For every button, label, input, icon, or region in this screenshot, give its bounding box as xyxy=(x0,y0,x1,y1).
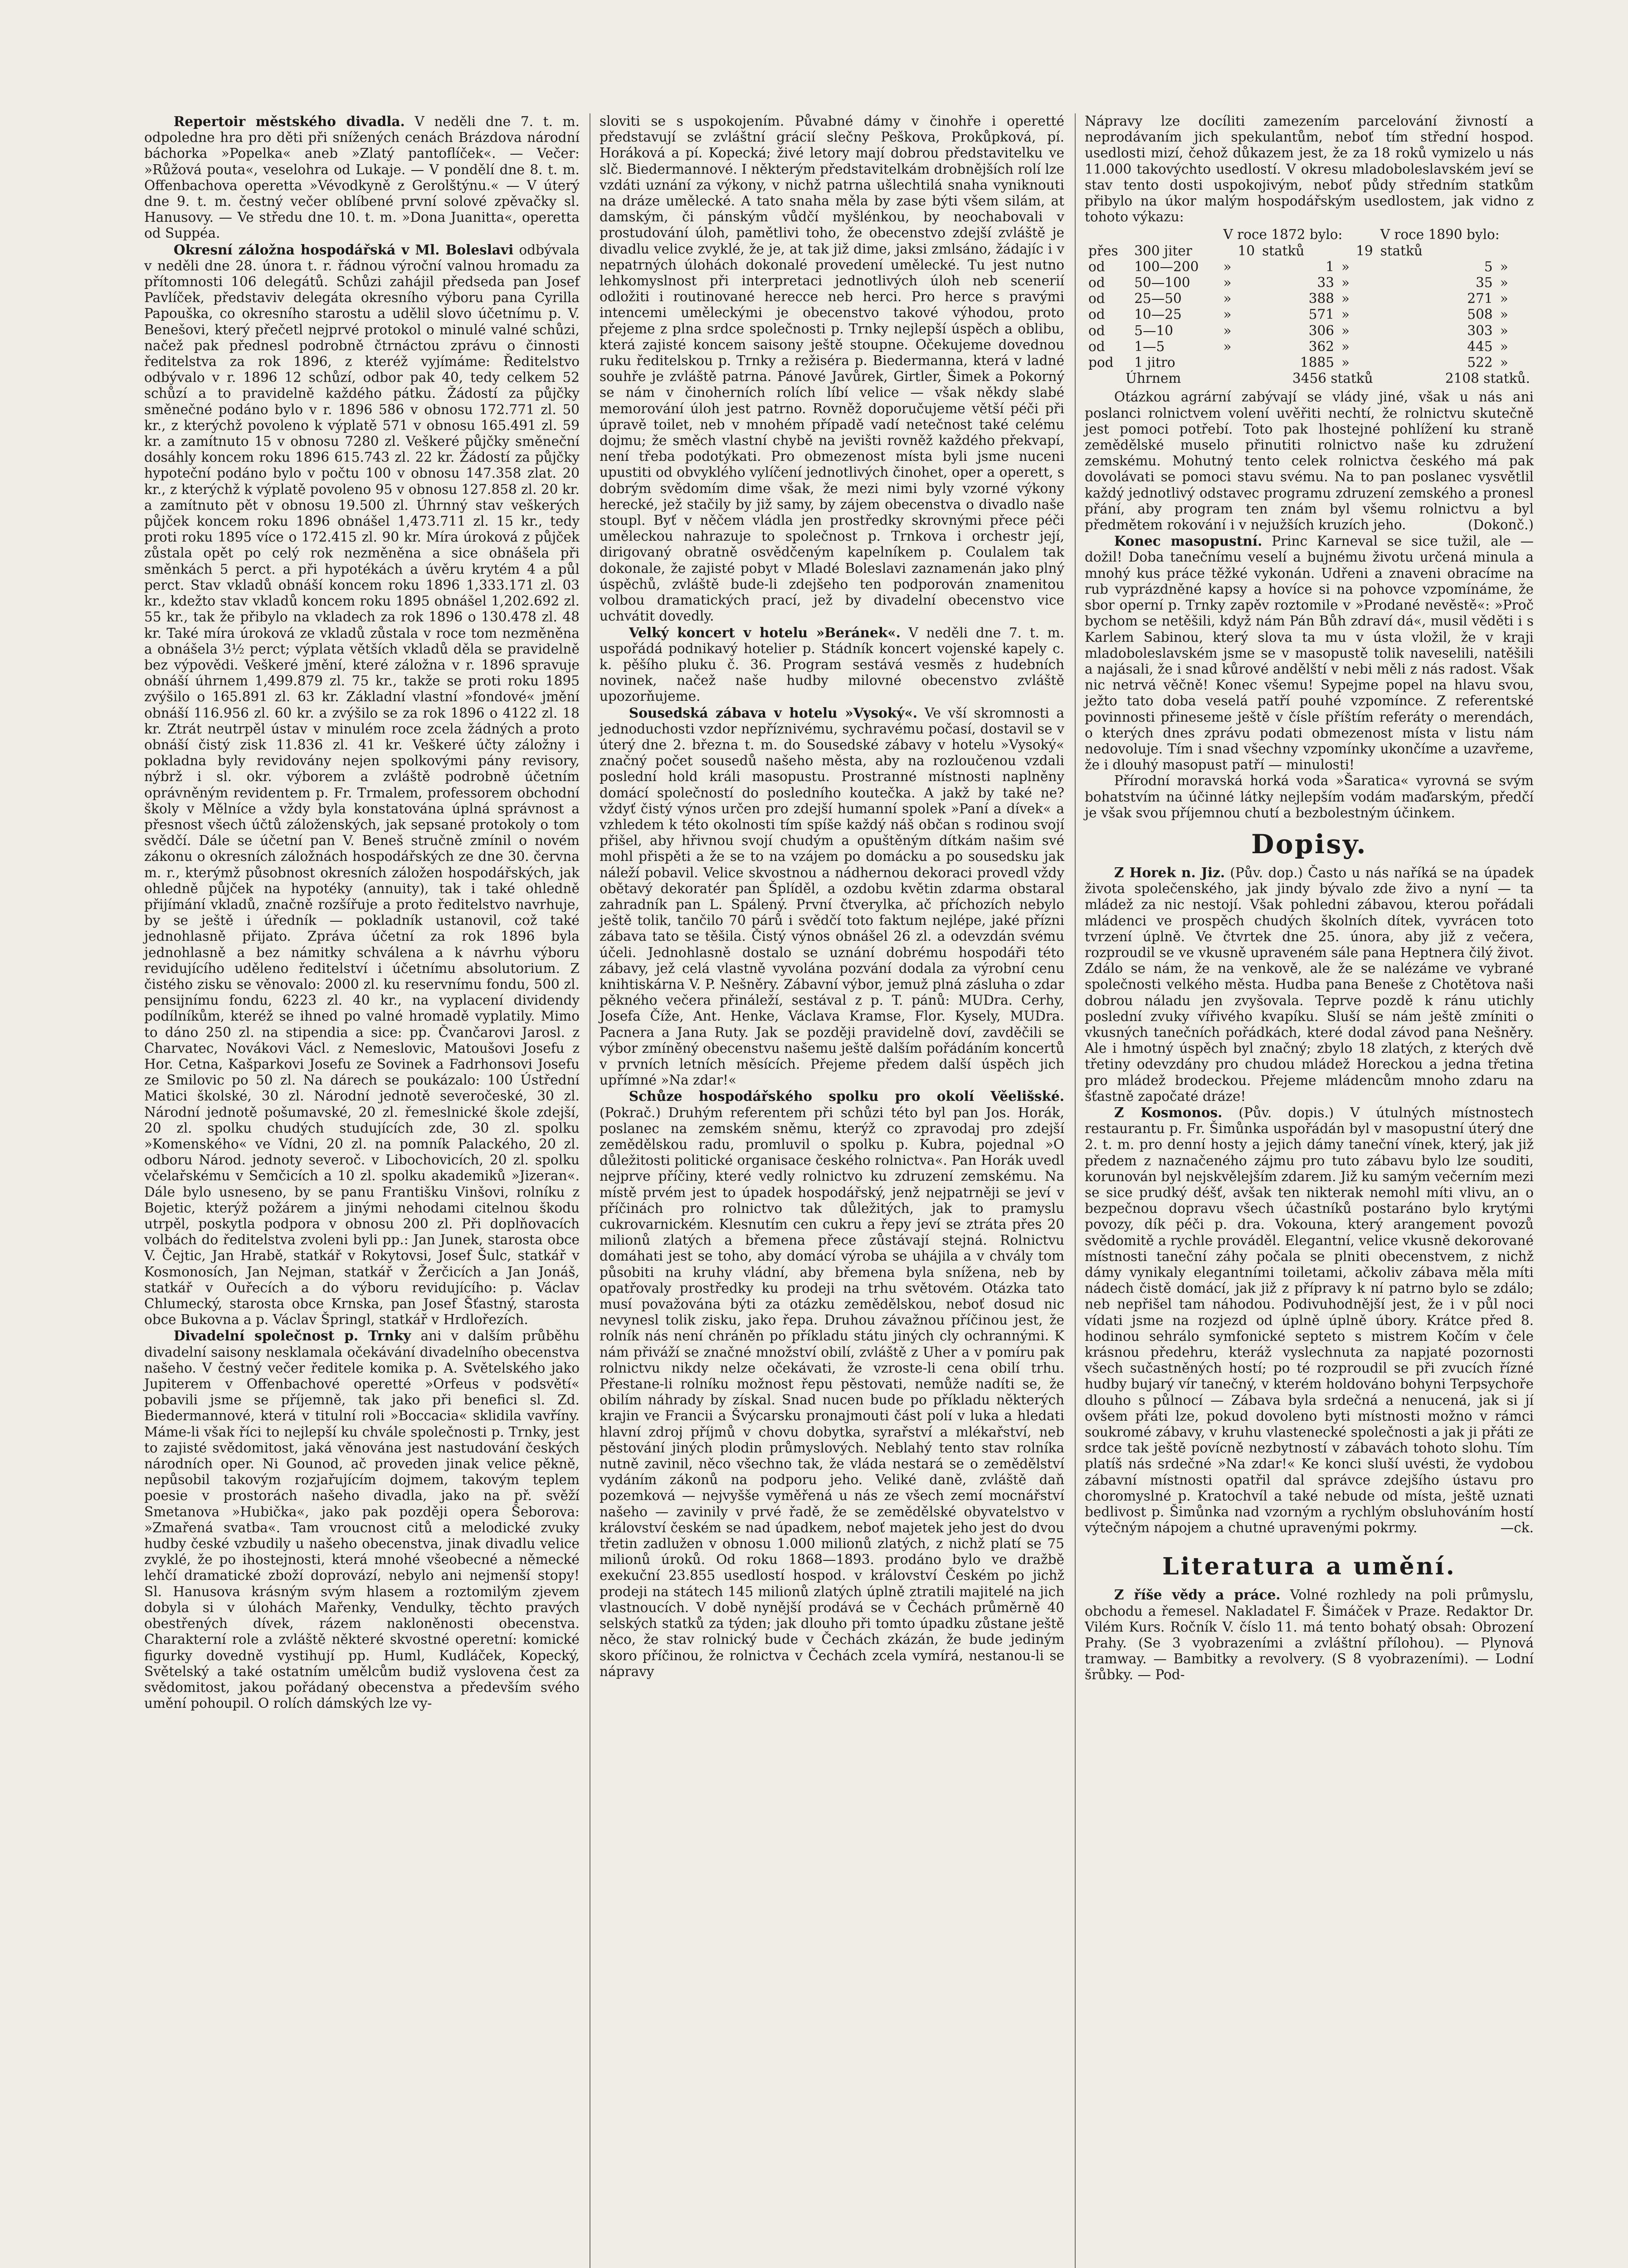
section-title-dopisy: Dopisy. xyxy=(1251,828,1367,860)
article-sousedska-zabava xyxy=(600,705,1064,1089)
table-cell: » xyxy=(1500,355,1508,371)
table-cell: » xyxy=(1500,275,1508,291)
advertisement-saratica xyxy=(1085,773,1534,821)
table-cell: » xyxy=(1500,307,1508,323)
table-cell: » xyxy=(1341,307,1350,323)
table-cell: 35 xyxy=(1476,275,1493,291)
article-body: V neděli dne 7. t. m. uspořádá podnikavý hotelier p. Stádník koncert vojenské kapely c. k. pěšího pluku č. 36. Program sestává vesměs z hudebních novinek, načež naše hudby milovné obecenstvo zvláště upozorňujeme. xyxy=(600,625,1064,704)
table-cell: od xyxy=(1088,307,1105,323)
article-signature: —ck. xyxy=(1500,1520,1534,1536)
table-cell: 1 xyxy=(1326,259,1334,274)
table-cell: » xyxy=(1341,323,1350,338)
section-title-literatura: Literatura a umění. xyxy=(1162,1553,1456,1581)
article-heading: Velký koncert v hotelu »Beránek«. xyxy=(629,624,901,640)
table-row xyxy=(1085,307,1534,323)
table-header-cell xyxy=(1085,227,1219,243)
table-cell: statků xyxy=(1262,243,1305,259)
table-header-cell: V roce 1890 bylo: xyxy=(1380,227,1500,243)
article-body: ani v dalším průběhu divadelní saisony nesklamala očekávání divadelního obecenstva našeho. V čestný večer ředitele komika p. A. Světelského jako Jupiterem v Offenbachové operetté »Orfeus v podsvětí« pobavili jsme se příjemně, tak jako při benefici sl. Zd. Biedermannové, která v titulní roli »Boccacia« sklidila vavříny. Máme-li však říci to nejlepší ku chvále společnosti p. Trnky, jest to zajisté svědomitost, jaká věnována jest nastudování českých národních oper. Ni Gounod, ač proveden jinak velice pěkně, nepůsobil takovým rozjařujícím dojmem, takovým teplem poesie v prostorách našeho divadla, jako na př. svěží Smetanova »Hubička«, jako pak později opera Šeborova: »Zmařená svatba«. Tam vroucnost citů a melodické zvuky hudby české vzbudily u našeho obecenstva, jinak divadlu velice zvyklé, že po ihostejnosti, která mnohé všeobecné a německé lehčí dramatické zboží doprovází, nebylo ani nejmenší stopy! Sl. Hanusova krásným svým hlasem a roztomilým zjevem dobyla si v úlohách Mařenky, Vendulky, těchto pravých obestřených dívek, rázem nakloněnosti obecenstva. Charakterní role a zvláště některé skvostné operetní: komické figurky dovedně vystihují pp. Huml, Kudláček, Kopecký, Světelský a také ostatním umělcům budiž vyslovena čest za svědomitost, jakou pořádaný obecenstva a především svého umění pohoupil. O rolích dámských lze vy- xyxy=(144,1328,580,1711)
table-cell: od xyxy=(1088,323,1105,338)
article-body: V neděli dne 7. t. m. odpoledne hra pro děti při snížených cenách Brázdova národní báchorka »Popelka« aneb »Zlatý pantoflíček«. — Večer: »Růžová pouta«, veselohra od Lukaje. — V pondělí dne 8. t. m. Offenbachova operetta »Vévodkyně z Gerolštýnu.« — V úterý dne 9. t. m. čestný večer oblíbené první solové zpěvačky sl. Hanusovy. — Ve středu dne 10. t. m. »Dona Juanitta«, operetta od Suppéa. xyxy=(144,114,580,241)
table-cell: od xyxy=(1088,259,1105,274)
article-heading: Repertoir městského divadla. xyxy=(173,113,405,129)
article-heading: Divadelní společnost p. Trnky xyxy=(173,1328,411,1344)
table-row xyxy=(1085,355,1534,371)
table-cell: » xyxy=(1223,259,1232,274)
article-body-continued xyxy=(1085,389,1534,533)
table-cell: » xyxy=(1341,275,1350,291)
column-divider xyxy=(1075,113,1076,2268)
table-cell: 3456 statků xyxy=(1292,371,1373,386)
table-cell: pod xyxy=(1088,355,1114,371)
table-cell: » xyxy=(1500,323,1508,338)
table-cell: 300 jiter xyxy=(1134,243,1192,259)
article-heading: Z Kosmonos. xyxy=(1114,1104,1223,1120)
table-header-row xyxy=(1085,227,1534,243)
estates-statistics-table xyxy=(1085,227,1534,386)
table-cell: 571 xyxy=(1308,307,1334,323)
article-end-note: (Dokonč.) xyxy=(1468,517,1534,533)
table-cell: přes xyxy=(1088,243,1118,259)
article-body: Přírodní moravská horká voda »Šaratica« vyrovná se svým bohatstvím na účinné látky nejlepším vodám maďarským, předčí je však svou příjemnou chutí a bezbolestným účinkem. xyxy=(1085,773,1534,821)
article-heading: Konec masopustní. xyxy=(1114,533,1262,549)
table-cell: 33 xyxy=(1317,275,1334,291)
article-hospodarsky-spolek xyxy=(600,1088,1064,1680)
article-body: odbývala v neděli dne 28. února t. r. řádnou výroční valnou hromadu za přítomnosti 106 delegátů. Schůzi zahájil předseda pan Josef Pavlíček, představiv delegáta okresního výboru pana Cyrilla Papouška, co okresního starostu a udělil slovo účetnímu p. V. Benešovi, který přečetl nejprvé protokol o minulé valné schůzi, načež pak přednesl podrobně čtrnáctou zprávu o činnosti ředitelstva za rok 1896, z kteréž vyjímáme: Ředitelstvo odbývalo v r. 1896 12 schůzí, odbor pak 40, tedy celkem 52 schůzí a to pravidelně každého pátku. Žádostí za půjčky směnečné podáno bylo v r. 1896 586 v obnosu 172.771 zl. 50 kr., z kterýchž povoleno k výplatě 571 v obnosu 165.491 zl. 59 kr. a zamítnuto 15 v obnosu 7280 zl. Veškeré půjčky směneční dosáhly koncem roku 1896 615.743 zl. 22 kr. Žádostí za půjčky hypoteční podáno bylo v počtu 100 v obnosu 147.358 zlat. 20 kr., z kterýchž k výplatě povoleno 95 v obnosu 127.858 zl. 20 kr. a zamítnuto pět v obnosu 19.500 zl. Úhrnný stav veškerých půjček koncem roku 1896 obnášel 1,473.711 zl. 15 kr., tedy proti roku 1895 více o 172.415 zl. 90 kr. Míra úroková z půjček zůstala opět po celý rok nezměněna a sice obnášela při směnkách 5 perct. a při hypotékách a úvěru krytém 4 a půl perct. Stav vkladů obnáší koncem roku 1896 1,333.171 zl. 03 kr., kdežto stav vkladů koncem roku 1895 obnášel 1,202.692 zl. 55 kr., tak že přibylo na vkladech za rok 1896 o 130.478 zl. 48 kr. Také míra úroková ze vkladů zůstala v roce tom nezměněna a obnášela 3½ perct; výplata větších vkladů děla se pravidelně bez výpovědi. Veškeré jmění, které záložna v r. 1896 spravuje obnáší úhrnem 1,499.879 zl. 75 kr., takže se proti roku 1895 zvýšilo o 165.891 zl. 63 kr. Základní vlastní »fondové« jmění obnáší 116.956 zl. 60 kr. a zvýšilo se za rok 1896 o 4122 zl. 18 kr. Ztrát neutrpěl ústav v minulém roce zcela žádných a proto obnáší čistý zisk 11.836 zl. 41 kr. Veškeré účty záložny i pokladna byly revidovány nejen spolkovými pány revisory, nýbrž i sl. okr. výborem a zvláště podrobně účetním oprávněným revidentem p. Fr. Trmalem, professorem obchodní školy v Mělníce a vždy byla konstatována úplná správnost a přesnost všech účtů záloženských, jak sepsané protokoly o tom svědčí. Dále se účetní pan V. Beneš stručně zmínil o novém zákonu o okresních záložnách hospodářských ze dne 30. června m. r., kterýmž působnost okresních záložen hospodářských, jak ohledně půjček na hypotéky (annuity), tak i také ohledně přijímání vkladů, značně rozšířuje a proto ředitelstvo navrhuje, by se ještě i úředník — pokladník ustanovil, což také jednohlasně přijato. Zpráva účetní za rok 1896 byla jednohlasně a bez námitky schválena a k návrhu výboru revidujícího uděleno ředitelství i účetnímu absolutorium. Z čistého zisku se věnovalo: 2000 zl. ku reservnímu fondu, 500 zl. pensijnímu fondu, 6223 zl. 40 kr., na vyplacení dividendy podílníkům, kteréž se ihned po valné hromadě vyplatily. Mimo to dáno 250 zl. na stipendia a sice: pp. Čvančarovi Jarosl. z Charvatec, Novákovi Václ. z Nemeslovic, Matoušovi Josefu z Hor. Cetna, Kašparkovi Josefu ze Sovinek a Fadrhonsovi Josefu ze Smilovic po 50 zl. Na dárech se poukázalo: 100 Ústřední Matici školské, 30 zl. Národní jednotě severočeské, 30 zl. Národní jednotě pošumavské, 20 zl. řemeslnické škole zdejší, 20 zl. spolku chudých studujících zde, 30 zl. spolku »Komenského« ve Vídni, 20 zl. na pomník Palackého, 20 zl. odboru Národ. jednoty severoč. v Libochovicích, 20 zl. spolku včelařskému v Semčicích a 10 zl. spolku akademiků »Jizeran«. Dále bylo usneseno, by se panu Františku Vinšovi, rolníku z Bojetic, kterýž požárem a jinými nehodami citelnou škodu utrpěl, poskytla podpora v obnosu 200 zl. Při doplňovacích volbách do ředitelstva zvoleni byli pp.: Jan Junek, starosta obce V. Čejtic, Jan Hrabě, statkář v Rokytovsi, Josef Šulc, statkář v Kosmonosích, Jan Nejman, statkář v Žerčicích a Jan Jonáš, statkář v Ouřecích a do výboru revidujícího: p. Václav Chlumecký, starosta obce Krnska, pan Josef Šťastný, starosta obce Bukovna a p. Václav Špringl, statkář v Hrdlořezích. xyxy=(144,242,580,1328)
table-cell: » xyxy=(1223,275,1232,291)
article-koncert-beranek xyxy=(600,625,1064,705)
table-cell: 303 xyxy=(1467,323,1493,338)
table-header-cell: V roce 1872 bylo: xyxy=(1223,227,1343,243)
article-divadelni-spolecnost xyxy=(144,1328,580,1711)
table-total-row xyxy=(1085,371,1534,386)
table-cell: 10 xyxy=(1238,243,1255,259)
table-cell: » xyxy=(1500,291,1508,307)
article-body: Volné rozhledy na poli průmyslu, obchodu a řemesel. Nakladatel F. Šimáček v Praze. Redaktor Dr. Vilém Kurs. Ročník V. číslo 11. má tento bohatý obsah: Obrození Prahy. (Se 3 vyobrazeními a zvláštní přílohou). — Plynová tramway. — Bambitky a revolvery. (S 8 vyobrazeními). — Lodní šrůbky. — Pod- xyxy=(1085,1587,1534,1683)
article-heading: Schůze hospodářského spolku pro okolí Věelišské. xyxy=(629,1088,1064,1105)
article-rise-vedy xyxy=(1085,1587,1534,1683)
article-heading: Okresní záložna hospodářská v Ml. Boleslavi xyxy=(173,241,514,258)
table-row xyxy=(1085,323,1534,339)
table-cell: 1 jitro xyxy=(1134,355,1175,371)
article-konec-masopustu xyxy=(1085,533,1534,773)
article-body: Otázkou agrární zabývají se vlády jiné, však u nás ani poslanci rolnictvem volení uvěřiti nechtí, že rolnictvu skutečně jest pomoci potřebí. Toto pak lhostejné pohlížení ku straně zemědělské muselo přinutiti rolnictvo naše ku združení zemskému. Mohutný tento celek rolnictva českého má pak dovolávati se pomoci stavu svému. Na to pan poslanec vysvětlil každý jednotlivý odstavec programu zdruzení zemského a pronesl přání, aby program ten znám byl všemu rolnictvu a byl předmětem rokování i v nejužších kruzích jeho. xyxy=(1085,389,1534,533)
table-cell: 2108 statků. xyxy=(1445,371,1530,386)
table-cell: 388 xyxy=(1308,291,1334,307)
table-cell: » xyxy=(1341,291,1350,307)
table-cell: Úhrnem xyxy=(1126,371,1181,386)
table-cell: » xyxy=(1223,291,1232,307)
table-cell: od xyxy=(1088,275,1105,291)
table-cell: statků xyxy=(1380,243,1423,259)
table-cell: » xyxy=(1223,307,1232,323)
table-row xyxy=(1085,339,1534,355)
article-body: (Pův. dopis.) V útulných místnostech restaurantu p. Fr. Šimůnka uspořádán byl v masopustní úterý dne 2. t. m. pro denní hosty a jejich dámy taneční vínek, který, jak již předem z naznačeného zájmu pro tuto zábavu bylo lze souditi, korunován byl nejskvělejším zdarem. Již ku samým večerním mezi se sice prudký déšť, avšak ten nikterak nemohl míti vlivu, an o bezpečnou dopravu všech účastníků postaráno bylo krytými povozy, dík péči p. dra. Vokouna, který arangement povozů svědomitě a rychle prováděl. Elegantní, velice vkusně dekorované místnosti taneční záhy počala se plniti obecenstvem, z nichž dámy vynikaly elegantními toiletami, ačkoliv zábava měla míti nádech čistě domácí, jak již z přípravy k ní patrno bylo se zdálo; neb nepřišel tam náhodou. Podivuhodnější jest, že i v půl noci vídati jsme na rozjezd od úplně úplně úbory. Krátce před 8. hodinou sehrálo symfonické septeto s mistrem Kočím v čele krásnou předehru, kteráž vyslechnuta za napjaté pozornosti všech sučastněných hostí; po té rozproudil se při zvucích řízné hudby bujarý vír tanečný, v kterém holdováno bohyni Terpsychoře dlouho s půlnocí — Zábava byla srdečná a nenucená, jak si jí ovšem přáti lze, pokud dovoleno byti místnosti možno v rámci soukromé zábavy, v kruhu vlastenecké společnosti a jak ji přáti ze srdce tak ještě povícně nezbytností v zábavách tohoto slohu. Tím platíš nás srdečné »Na zdar!« Ke konci sluší uvésti, že vydobou zábavní místnosti opatřil dal správce zdejšího ústavu pro choromyslné p. Kratochvíl a také nebude od místa, ještě uznati bedlivost p. Šimůnka nad vzorným a rychlým obsluhováním hostí výtečným nápojem a chutné upravenými pokrmy. xyxy=(1085,1105,1534,1536)
table-cell: » xyxy=(1341,338,1350,354)
table-cell: 19 xyxy=(1356,243,1373,259)
article-body: Nápravy lze docíliti zamezením parcelování živností a neprodávaním jich spekulantům, neboť tím střední hospod. usedlosti mizí, čehož důkazem jest, že za 18 roků vymizelo u nás 11.000 takovýchto usedlostí. V okresu mladoboleslavském jeví se stav tento dosti uspokojivým, neboť půdy středním statkům přibylo na úkor malým hospodářským usedlostem, jak vidno z tohoto výkazu: xyxy=(1085,113,1534,225)
table-cell: 10—25 xyxy=(1134,307,1182,323)
column-middle xyxy=(600,113,1064,1680)
table-row xyxy=(1085,291,1534,307)
article-repertoir xyxy=(144,113,580,242)
table-cell: » xyxy=(1341,259,1350,274)
table-cell: 508 xyxy=(1467,307,1493,323)
table-cell: 445 xyxy=(1467,338,1493,354)
article-body: sloviti se s uspokojením. Půvabné dámy v činohře i operetté představují se zvláštní grácií slečny Peškova, Prokůpková, pí. Horáková a pí. Kopecká; živé letory mají dobrou představitelku ve slč. Biedermannové. I některým představitelkám drobnějších rolí lze vzdáti uznání za výkony, v nichž patrna ušlechtilá snaha vyniknouti na dráze umělecké. A tato snaha měla by zase býti všem silám, at damským, či pánským vůdčí myšlénkou, by neochabovali v prostudování úloh, pamětlivi toho, že obecenstvo zdejší zvláště je divadlu velice zvyklé, že je, at tak již dime, jaksi zmlsáno, žádajíc i v nepatrných úlohách dokonalé provedení umělecké. Tu jest nutno lehkomyslnost při interpretaci jednotlivých úloh neb scenerií odložiti i routinované herecce neb herci. Pro herce s pravými intencemi uměleckými je obecenstvo takové výhodou, proto přejeme z plna srdce společnosti p. Trnky nejlepší úspěch a oblibu, která zajisté koncem saisony ještě stoupne. Očekujeme dovednou ruku ředitelskou p. Trnky a režiséra p. Biedermanna, která v ladné souhře je zvláště patrna. Pánové Javůrek, Girtler, Šimek a Pokorný se nám v činoherních rolích líbí velice — však někdy slabé memorování úloh jest patrno. Rovněž doporučujeme větší péči při úpravě toilet, neb v mnohém případě vadí netečnost také celému dojmu; že směch vlastní chybě na jevišti rovněž každého překvapí, není třeba podotýkati. Pro obmezenost místa byli jsme nuceni upustiti od obvyklého vylíčení jednotlivých činohet, oper a operett, s dobrým svědomím dime však, že mezi nimi byly vzorné výkony herecké, jež stačily by již samy, by zájem obecenstva o divadlo naše stoupl. Byť v něčem vládla jen prostředky skrovnými přece péči uměleckou nahrazuje to společnost p. Trnkova i orchestr její, dirigovaný obratně osvědčeným kapelníkem p. Coulalem tak dokonale, že zajisté pobyt v Mladé Boleslavi zaznamenán jako plný úspěchů, zvláště bude-li zdejšeho ten podporován znamenitou volbou dramatických prací, jež by divadelní obecenstvo vice uchvátit dovedly. xyxy=(600,113,1064,624)
article-zalozna xyxy=(144,242,580,1328)
article-heading: Z Horek n. Jiz. xyxy=(1114,864,1225,880)
letter-horky xyxy=(1085,865,1534,1105)
table-cell: » xyxy=(1341,355,1350,371)
article-body: (Pokrač.) Druhým referentem při schůzi této byl pan Jos. Horák, poslanec na zemském sněmu, kterýž co zpravodaj pro zdejší zemědělskou radu, promluvil o spolku p. Kubra, pojednal »O důležitosti politické organisace českého rolnictva«. Pan Horák uvedl nejprve příčiny, které vedly rolnictvo ku zdruzení zemskému. Na místě prvém jest to úpadek hospodářský, jenž nejpatrněji se jeví v příčinách pro rolnictvo tak důležitých, jak to pramyslu cukrovarnickém. Klesnutím cen cukru a řepy jeví se ztráta přes 20 milionů zlatých a břemena přece zůstávají stejná. Rolnictvu domáhati jest se toho, aby domácí výroba se uhájila a v chvály tom působiti na kruhy vládní, aby břemena byla snížena, neb by opatřovaly prostředky ku prodeji na trhu světovém. Otázka tato musí považována býti za otázku zemědělskou, neboť dosud nic nevynesl tolik zisku, jako řepa. Druhou závažnou příčinou jest, že rolník nás není chráněn po příkladu státu jiných cly ochrannými. K nám přiváží se značné množství obilí, zvláště z Uher a v pomíru pak rolnictvu nikdy nelze očekávati, že vzroste-li cena obilí trhu. Přestane-li rolníku možnost řepu pěstovati, nemůže nadíti se, že obilím náhrady by získal. Snad nucen bude po příkladu některých krajin ve Francii a Švýcarsku pronajmouti část polí v luka a hledati hlavní zdroj příjmů v chovu dobytka, syrařství a mlékařství, neb pěstování jiných plodin průmyslových. Neblahý tento stav rolníka nutně zavinil, něco všechno tak, že vláda nestará se o zemědělství vydáním zákonů na podporu jeho. Veliké daně, zvláště daň pozemková — nejvyšše vyměřená u nás ze všech zemí mocnářství našeho — zavinily v prvé řadě, že se zemědělské obyvatelstvo v království českém se nad úpadkem, neboť majetek jeho jest do dvou třetin zadlužen v obnosu 1.000 milionů zlatých, z nichž platí se 75 milionů úroků. Od roku 1868—1893. prodáno bylo ve dražbě exekuční 23.855 usedlostí hospod. v království Českém po jichž prodeji na státech 145 milionů zlatých úplně ztratili majitelé na jich vlastnoucích. V době nynější prodává se v Čechách průměrně 40 selských statků za týden; jak dlouho při tomto úpadku zůstane ještě něco, že stav rolnický bude v Čechách zkázán, že bude jediným skoro příčinou, že rolnictva v Čechách zcela vymírá, nestanou-li se nápravy xyxy=(600,1105,1064,1679)
column-right xyxy=(1085,113,1534,1683)
table-cell: » xyxy=(1500,259,1508,274)
article-body: (Pův. dop.) Často u nás naříká se na úpadek života společenského, jak jindy bývalo zde živo a nyní — ta mládež za nic nestojí. Však pohledni zábavou, kterou pořádali mládenci ve prospěch chudých školních dítek, vyvrácen toto tvrzení úplně. Ve čtvrtek dne 25. února, aby již z večera, rozproudil se ve vkusně upraveném sále pana Heptnera čilý život. Zdálo se nám, že na venkově, ale že se nalézáme ve vybrané společnosti velkého města. Hudba pana Beneše z Chotětova naši dobrou náladu jen zvyšovala. Teprve pozdě k ránu utichly poslední zvuky vířivého kvapíku. Sluší se nám ještě zmíniti o vkusných tanečních pořádkách, které dodal závod pana Nešněry. Ale i hmotný úspěch byl značný; zbylo 18 zlatých, z kterých dvě třetiny odevzdány pro chudou mládež Horeckou a jedna třetina pro mládež brodeckou. Přejeme mládencům mnoho zdaru na šťastně započaté dráze! xyxy=(1085,865,1534,1104)
table-cell: 100—200 xyxy=(1134,259,1199,274)
table-row xyxy=(1085,243,1534,259)
table-cell: 522 xyxy=(1467,355,1493,371)
article-body: Princ Karneval se sice tužil, ale — dožil! Doba tanečnímu veselí a bujnému životu určená minula a mnohý kus práce těžké vykonán. Udřeni a znaveni obracíme na rub vyprázdněné kapsy a hovíce si na pohovce vzpomínáme, že sbor operní p. Trnky zapěv roztomile v »Prodané nevěstě«: »Proč bychom se netěšili, když nám Pán Bůh zdraví dá«, musil věděti i s Karlem Sabinou, který slova ta mu v ústa vložil, že v kraji mladoboleslavském jsme se v masopustě tolik naveselili, natěšili a najásali, že i snad kůrové andělští v nebi měli z nás radost. Však nic netrvá věčně! Konec všemu! Sypejme popel na hlavu svou, ježto tato doba veselá patří pouhé vzpomínce. Z referentské povinnosti přineseme ještě v čísle příštím referáty o merendách, o kterých dnes zprávu podati obmezenost místa v listu nám nedovoluje. Tím i snad všechny vzpomínky ukončíme a uzavřeme, že i dlouhý masopust patří — minulosti! xyxy=(1085,533,1534,773)
article-heading: Z říše vědy a práce. xyxy=(1114,1587,1281,1603)
article-continued xyxy=(600,113,1064,625)
table-cell: od xyxy=(1088,338,1105,354)
column-left xyxy=(144,113,580,1711)
table-cell: 50—100 xyxy=(1134,275,1190,291)
article-heading: Sousedská zábava v hotelu »Vysoký«. xyxy=(629,704,918,721)
table-cell: 25—50 xyxy=(1134,291,1182,307)
table-cell: » xyxy=(1223,323,1232,338)
letter-kosmonosy xyxy=(1085,1105,1534,1536)
table-row xyxy=(1085,275,1534,291)
table-cell: » xyxy=(1500,338,1508,354)
table-cell: » xyxy=(1223,338,1232,354)
table-cell: 1885 xyxy=(1300,355,1334,371)
table-cell: 5 xyxy=(1484,259,1493,274)
table-cell: 5—10 xyxy=(1134,323,1174,338)
table-row xyxy=(1085,259,1534,275)
article-continued xyxy=(1085,113,1534,225)
table-cell: 362 xyxy=(1308,338,1334,354)
table-cell: od xyxy=(1088,291,1105,307)
article-body: Ve vší skromnosti a jednoduchosti vzdor nepříznivému, sychravému počasí, dostavil se v úterý dne 2. března t. m. do Sousedské zábavy v hotelu »Vysoký« značný počet sousedů našeho města, aby na rozloučenou vzdali poslední hold králi masopustu. Prostranné místnosti naplněny domácí společností do posledního koutečka. A jakž by také ne? vždyť čistý výnos určen pro zdejší humanní spolek »Paní a dívek« a vzhledem k této okolnosti tím spíše každý náš občan s rodinou svojí přišel, aby hřivnou svojí chudým a opuštěným dítkám našim své mohl přispěti a že se to na vzájem po domácku a po sousedsku jak náleží pobavil. Velice skvostnou a nádhernou dekoraci provedl vždy obětavý dekoratér pan Šplíděl, a ozdobu květin zdarma obstaral zahradník pan L. Spálený. První čtverylka, ač příchozích nebylo ještě tolik, tančilo 70 párů i svědčí toto faktum nejlépe, jaké přízni zábava tato se těšila. Čistý výnos obnášel 26 zl. a odevzdán svému účeli. Jednohlasně dostalo se uznání dobrému hospodáři této zábavy, jež celá vlastně vyvolána pozvání dodala za výrobní cenu knihtiskárna V. P. Nešněry. Zábavní výbor, jemuž plná zásluha o zdar pěkného večera přináleží, sestával z p. T. pánů: MUDra. Cerhy, Josefa Číže, Ant. Henke, Václava Kramse, Flor. Kysely, MUDra. Pacnera a Jana Ruty. Jak se později pravidelně doví, zavděčili se výbor zmíněný obecenstvu našemu ještě dalším pořádáním koncertů v prvních letních měsících. Přejeme předem další úspěch jich upřímné »Na zdar!« xyxy=(600,705,1064,1088)
table-cell: 1—5 xyxy=(1134,338,1165,354)
table-cell: 271 xyxy=(1467,291,1493,307)
table-cell: 306 xyxy=(1308,323,1334,338)
